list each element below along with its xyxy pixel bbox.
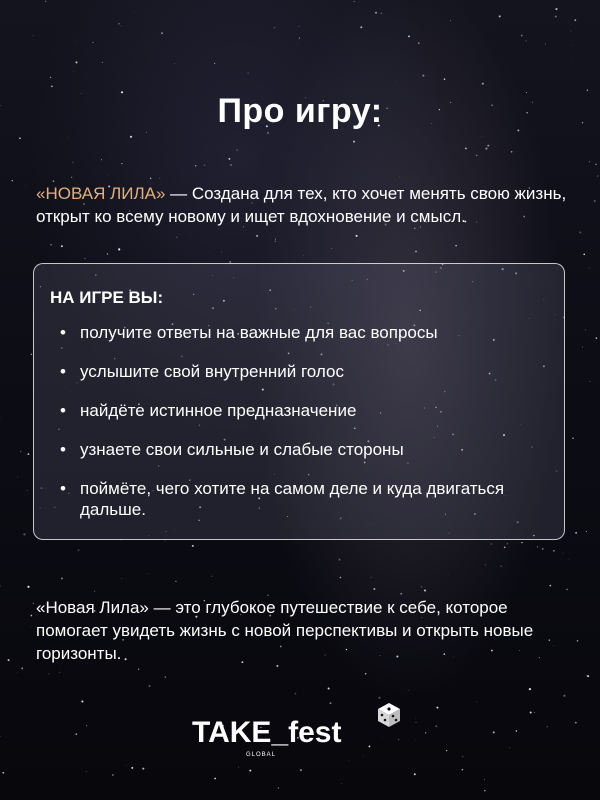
star	[275, 239, 276, 240]
star	[484, 779, 485, 780]
star	[340, 577, 342, 579]
star	[75, 733, 77, 735]
star	[27, 490, 28, 491]
star	[589, 161, 590, 162]
star	[354, 1, 355, 2]
star	[568, 560, 569, 561]
star	[511, 151, 513, 153]
intro-paragraph	[36, 182, 576, 228]
star	[574, 19, 576, 21]
star	[94, 591, 95, 592]
star	[487, 145, 489, 147]
star	[75, 61, 77, 63]
star	[484, 790, 486, 792]
star	[485, 148, 487, 150]
star	[365, 673, 367, 675]
star	[238, 766, 239, 767]
star	[150, 178, 152, 180]
star	[396, 81, 397, 82]
star	[195, 165, 196, 166]
star	[482, 83, 484, 85]
star	[138, 669, 139, 670]
star	[102, 62, 103, 63]
star	[164, 540, 165, 541]
star	[276, 665, 278, 667]
star	[375, 12, 377, 14]
star	[175, 581, 176, 582]
star	[50, 77, 51, 78]
star	[92, 42, 93, 43]
star	[229, 158, 231, 160]
star	[236, 149, 237, 150]
star	[84, 258, 85, 259]
list-item: • поймёте, чего хотите на самом деле и куда двигаться дальше.	[60, 479, 505, 519]
star	[572, 58, 573, 59]
star	[586, 531, 587, 532]
star	[555, 15, 557, 17]
star	[267, 132, 269, 134]
star	[418, 42, 420, 44]
star	[424, 589, 426, 591]
star	[295, 693, 297, 695]
star	[303, 255, 304, 256]
star	[521, 35, 523, 37]
star	[587, 675, 588, 676]
star	[545, 43, 546, 44]
star	[278, 787, 279, 788]
star	[149, 685, 151, 687]
star	[127, 765, 128, 766]
star	[491, 543, 492, 544]
star	[575, 722, 577, 724]
star	[400, 593, 402, 595]
star	[27, 586, 29, 588]
star	[550, 585, 552, 587]
star	[542, 548, 544, 550]
star	[2, 772, 4, 774]
star	[563, 553, 564, 554]
star	[455, 245, 457, 247]
star	[408, 690, 409, 691]
star	[72, 162, 73, 163]
star	[575, 532, 577, 534]
star	[50, 244, 52, 246]
star	[571, 31, 572, 32]
intro-text: — Создана для тех, кто хочет менять свою жизнь, открыт ко всему новому и ищет вдохновение и смысл.	[36, 184, 567, 226]
star	[107, 175, 108, 176]
star	[300, 769, 302, 771]
star	[118, 248, 120, 250]
star	[31, 615, 33, 617]
star	[249, 770, 251, 772]
star	[78, 549, 80, 551]
star	[589, 381, 590, 382]
star	[476, 155, 477, 156]
star	[23, 533, 25, 535]
star	[589, 268, 590, 269]
star	[493, 731, 495, 733]
star	[328, 687, 330, 689]
star	[585, 329, 586, 330]
star	[61, 577, 63, 579]
star	[444, 78, 446, 80]
list-item: • найдёте истинное предназначение	[60, 401, 357, 420]
star	[30, 626, 31, 627]
star	[17, 672, 18, 673]
bullet-icon: •	[60, 401, 66, 420]
star	[414, 773, 416, 775]
star	[582, 347, 583, 348]
list-item: • получите ответы на важные для вас вопросы	[60, 323, 438, 342]
star	[8, 659, 10, 661]
star	[33, 35, 34, 36]
star	[142, 768, 144, 770]
star	[107, 253, 108, 254]
star	[356, 235, 358, 237]
star	[507, 543, 508, 544]
benefits-card	[33, 263, 565, 540]
star	[161, 32, 163, 34]
star	[594, 200, 596, 202]
star	[331, 248, 332, 249]
star	[422, 75, 424, 77]
star	[373, 588, 375, 590]
star	[146, 132, 147, 133]
bullet-icon: •	[60, 323, 66, 342]
star	[174, 63, 175, 64]
star	[121, 163, 122, 164]
star	[21, 667, 23, 669]
star	[17, 477, 18, 478]
star	[573, 45, 574, 46]
star	[450, 20, 451, 21]
star	[299, 37, 300, 38]
star	[86, 725, 87, 726]
star	[595, 164, 597, 166]
star	[101, 159, 102, 160]
star	[553, 550, 555, 552]
star	[547, 726, 548, 727]
star	[597, 175, 599, 177]
star	[587, 675, 589, 677]
star	[48, 673, 49, 674]
star	[462, 756, 463, 757]
star	[112, 774, 113, 775]
star	[45, 1, 47, 3]
star	[378, 697, 380, 699]
bullet-icon: •	[60, 362, 66, 381]
star	[190, 232, 191, 233]
star	[421, 586, 422, 587]
star	[577, 640, 579, 642]
star	[31, 354, 32, 355]
star	[130, 136, 132, 138]
star	[353, 141, 355, 143]
star	[204, 164, 206, 166]
star	[68, 137, 69, 138]
star	[530, 712, 532, 714]
star	[587, 89, 589, 91]
star	[121, 578, 122, 579]
outro-paragraph: «Новая Лила» — это глубокое путешествие к себе, которое помогает увидеть жизнь с новой перспективы и открыть новые горизонты.	[36, 598, 534, 663]
star	[121, 26, 122, 27]
star	[526, 41, 527, 42]
star	[71, 177, 72, 178]
list-item: • услышите свой внутренний голос	[60, 362, 344, 381]
star	[33, 603, 34, 604]
dice-icon	[376, 702, 402, 728]
star	[555, 8, 557, 10]
star	[415, 251, 417, 253]
star	[159, 178, 160, 179]
star	[274, 27, 276, 29]
star	[537, 546, 538, 547]
star	[148, 573, 149, 574]
star	[118, 23, 119, 24]
star	[485, 564, 486, 565]
star	[579, 231, 581, 233]
star	[230, 164, 231, 165]
star	[500, 565, 502, 567]
list-item: • узнаете свои сильные и слабые стороны	[60, 440, 404, 459]
star	[86, 771, 87, 772]
star	[275, 241, 276, 242]
star	[465, 147, 467, 149]
star	[165, 676, 166, 677]
star	[51, 86, 53, 88]
star	[131, 767, 133, 769]
bullet-icon: •	[60, 440, 66, 459]
star	[12, 180, 13, 181]
benefits-list	[54, 322, 554, 538]
star	[516, 730, 517, 731]
star	[563, 695, 565, 697]
star	[477, 702, 478, 703]
star	[499, 15, 501, 17]
logo-text: TAKE_fest	[192, 716, 342, 749]
star	[133, 12, 134, 13]
star	[448, 574, 449, 575]
logo-subtitle: GLOBAL	[246, 752, 277, 758]
star	[534, 712, 535, 713]
star	[211, 576, 212, 577]
star	[360, 26, 362, 28]
star	[20, 451, 21, 452]
star	[221, 252, 222, 253]
star	[73, 71, 74, 72]
star	[176, 237, 177, 238]
star	[462, 769, 464, 771]
star	[28, 453, 30, 455]
star	[381, 13, 382, 14]
star	[0, 585, 1, 586]
star	[583, 254, 585, 256]
star	[509, 747, 510, 748]
star	[572, 438, 573, 439]
star	[81, 700, 83, 702]
star	[596, 337, 598, 339]
star	[59, 672, 60, 673]
star	[341, 783, 342, 784]
star	[436, 707, 438, 709]
star	[48, 86, 49, 87]
star	[299, 26, 300, 27]
take-fest-logo	[192, 700, 408, 764]
star	[371, 577, 372, 578]
star	[446, 750, 447, 751]
star	[408, 36, 410, 38]
star	[521, 542, 522, 543]
game-name-highlight: «НОВАЯ ЛИЛА»	[36, 184, 166, 203]
star	[416, 722, 417, 723]
star	[256, 235, 258, 237]
star	[61, 245, 63, 247]
star	[339, 559, 341, 561]
card-title: НА ИГРЕ ВЫ:	[50, 288, 164, 307]
star	[25, 185, 26, 186]
bullet-icon: •	[60, 479, 66, 498]
star	[399, 177, 400, 178]
page-title: Про игру:	[217, 92, 383, 130]
star	[192, 545, 194, 547]
star	[481, 137, 482, 138]
star	[437, 702, 438, 703]
star	[435, 725, 437, 727]
star	[425, 732, 426, 733]
star	[214, 63, 215, 64]
star	[248, 73, 249, 74]
star	[19, 137, 21, 139]
star	[566, 589, 567, 590]
star	[504, 546, 506, 548]
star	[529, 688, 531, 690]
star	[214, 778, 216, 780]
star	[415, 718, 416, 719]
